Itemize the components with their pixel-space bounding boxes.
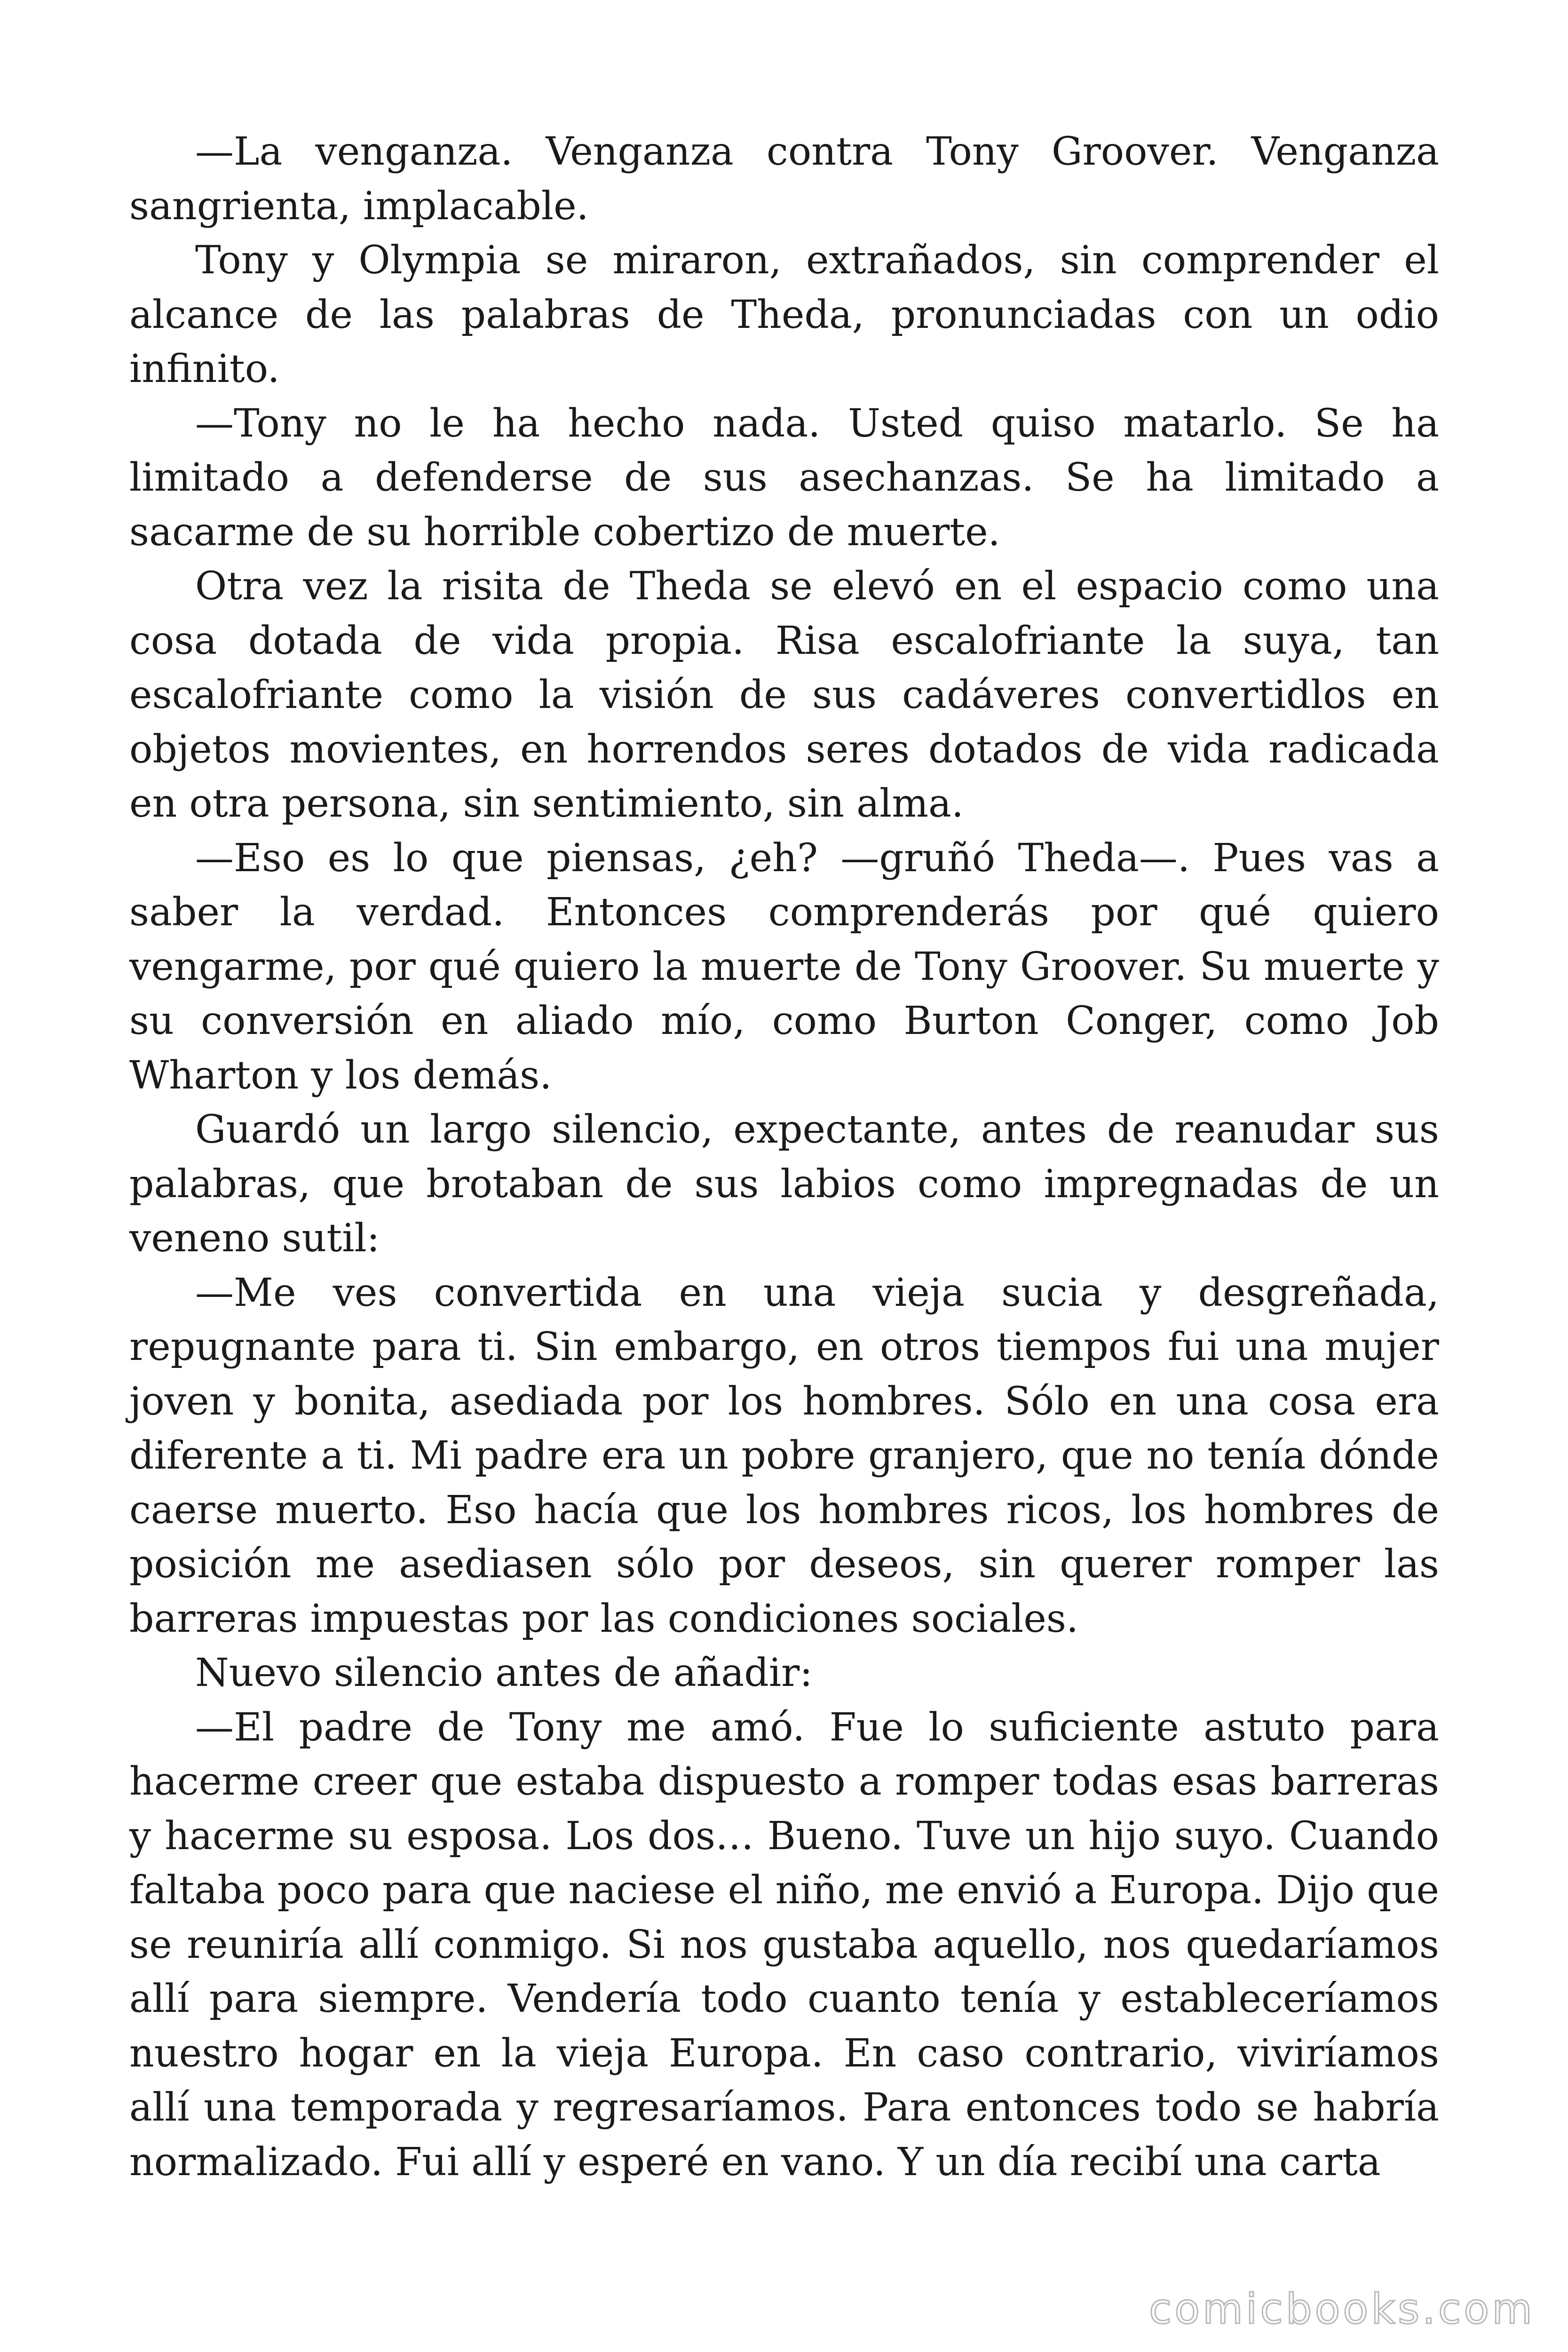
paragraph: —Eso es lo que piensas, ¿eh? —gruñó Theda—. Pues vas a saber la verdad. Entonces comprenderás por qué quiero vengarme, por qué quiero la muerte de Tony Groover. Su muerte y su conversión en aliado mío, como Burton Conger, como Job Wharton y los demás. [129,835,1439,1098]
paragraph: —Me ves convertida en una vieja sucia y desgreñada, repugnante para ti. Sin embargo, en otros tiempos fui una mujer joven y bonita, asediada por los hombres. Sólo en una cosa era diferente a ti. Mi padre era un pobre granjero, que no tenía dónde caerse muerto. Eso hacía que los hombres ricos, los hombres de posición me asediasen sólo por deseos, sin querer romper las barreras impuestas por las condiciones sociales. [129,1270,1439,1641]
paragraph: Guardó un largo silencio, expectante, antes de reanudar sus palabras, que brotaban de sus labios como impregnadas de un veneno sutil: [129,1107,1439,1261]
paragraph: —Tony no le ha hecho nada. Usted quiso matarlo. Se ha limitado a defenderse de sus asechanzas. Se ha limitado a sacarme de su horrible cobertizo de muerte. [129,401,1439,555]
paragraph: Tony y Olympia se miraron, extrañados, sin comprender el alcance de las palabras de Theda, pronunciadas con un odio infinito. [129,238,1439,391]
paragraph: —El padre de Tony me amó. Fue lo suficiente astuto para hacerme creer que estaba dispuesto a romper todas esas barreras y hacerme su esposa. Los dos… Bueno. Tuve un hijo suyo. Cuando faltaba poco para que naciese el niño, me envió a Europa. Dijo que se reuniría allí conmigo. Si nos gustaba aquello, nos quedaríamos allí para siempre. Vendería todo cuanto tenía y estableceríamos nuestro hogar en la vieja Europa. En caso contrario, viviríamos allí una temporada y regresaríamos. Para entonces todo se habría normalizado. Fui allí y esperé en vano. Y un día recibí una carta [129,1705,1439,2185]
page-body-text [129,125,1439,2189]
paragraph: —La venganza. Venganza contra Tony Groover. Venganza sangrienta, implacable. [129,129,1439,229]
watermark-text: comicbooks.com [1148,2285,1535,2333]
paragraph: Otra vez la risita de Theda se elevó en el espacio como una cosa dotada de vida propia. Risa escalofriante la suya, tan escalofriante como la visión de sus cadáveres convertidlos en objetos movientes, en horrendos seres dotados de vida radicada en otra persona, sin sentimiento, sin alma. [129,564,1439,826]
paragraph: Nuevo silencio antes de añadir: [195,1651,813,1695]
